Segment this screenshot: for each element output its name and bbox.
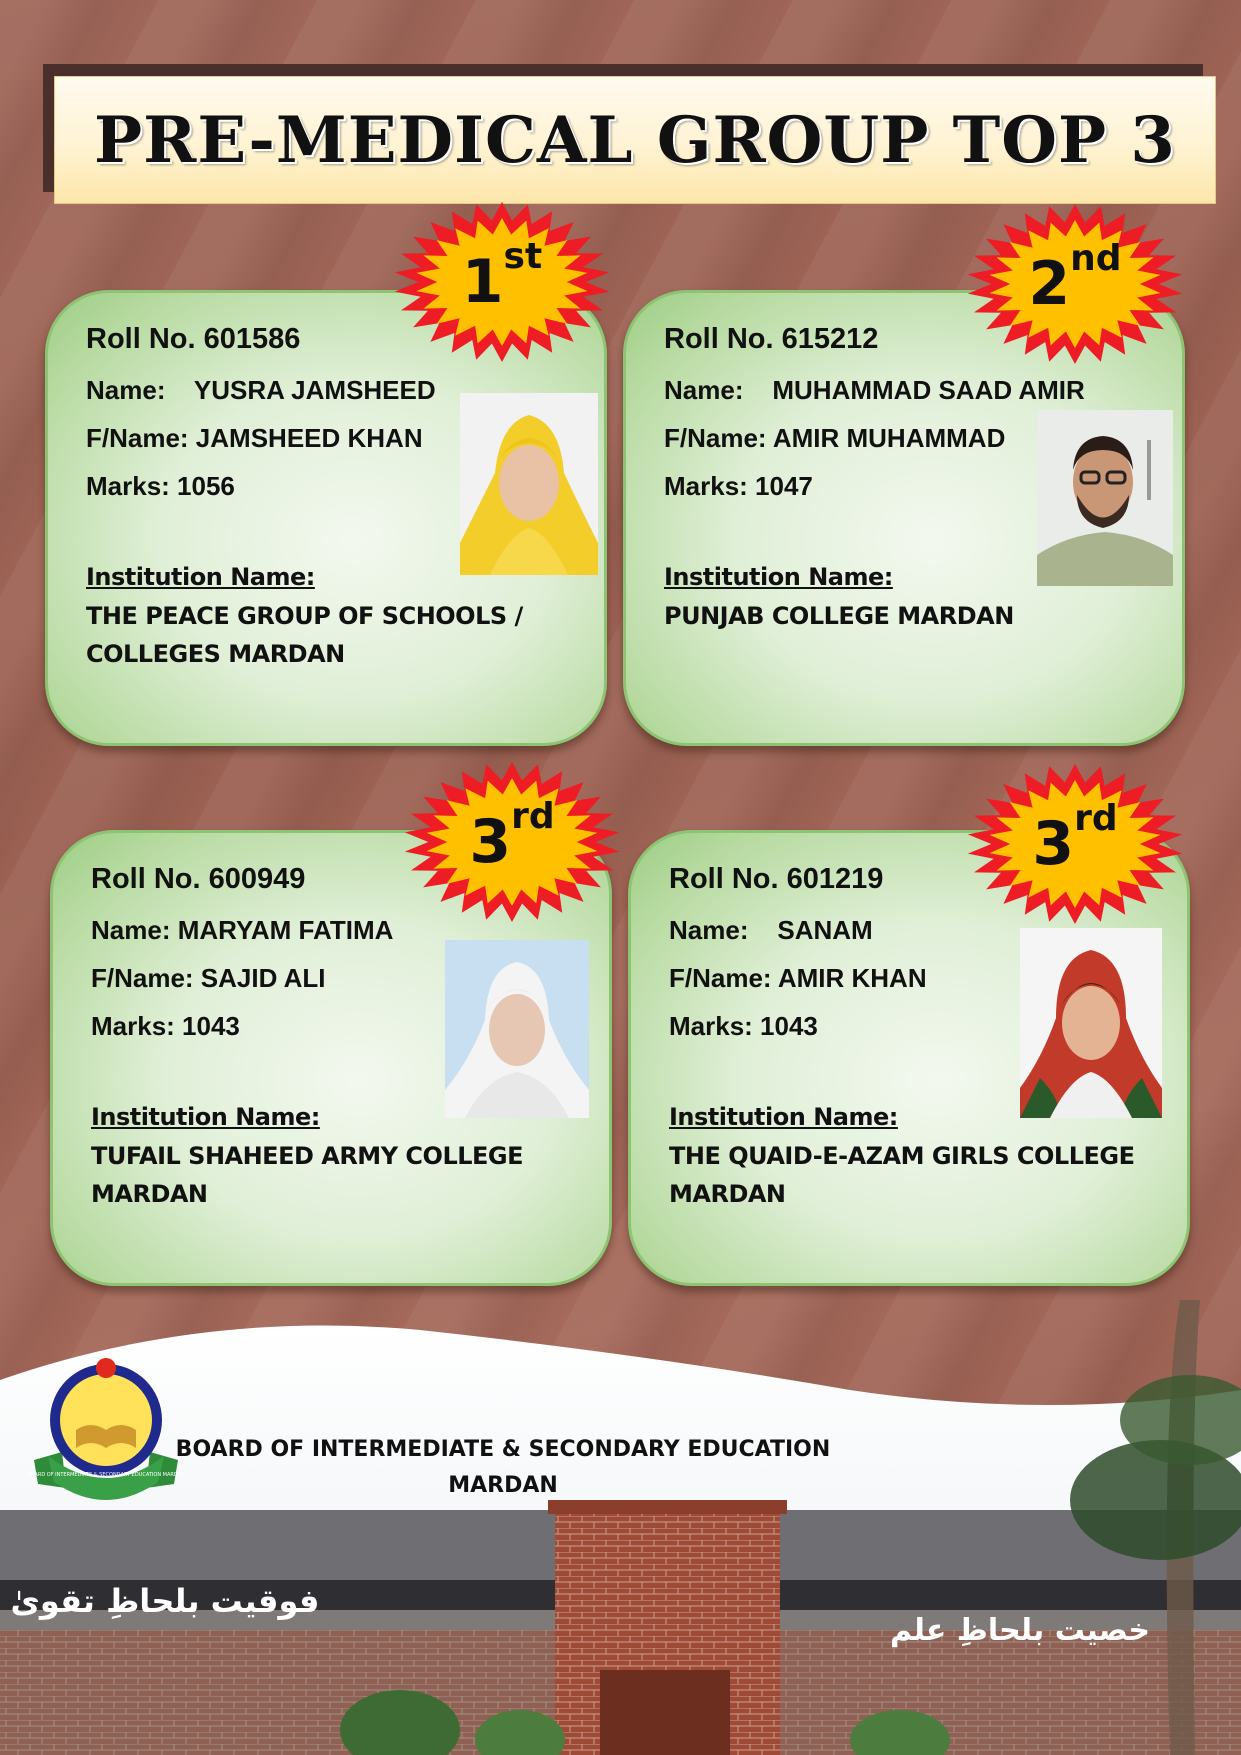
father-name: F/Name: JAMSHEED KHAN bbox=[86, 423, 423, 453]
roll-number: Roll No. 600949 bbox=[91, 863, 306, 895]
student-name: Name: MARYAM FATIMA bbox=[91, 915, 394, 945]
rank-number: 1 bbox=[461, 247, 504, 317]
father-name: F/Name: SAJID ALI bbox=[91, 963, 326, 993]
title-banner bbox=[54, 76, 1216, 204]
organization-name bbox=[170, 1432, 836, 1504]
father-name: F/Name: AMIR KHAN bbox=[669, 963, 927, 993]
student-photo bbox=[460, 393, 598, 575]
student-photo bbox=[445, 940, 589, 1118]
institution-name: PUNJAB COLLEGE MARDAN bbox=[664, 602, 1014, 630]
rank-suffix: rd bbox=[511, 795, 555, 837]
institution-name: THE QUAID-E-AZAM GIRLS COLLEGE MARDAN bbox=[669, 1142, 1135, 1208]
org-line-2: MARDAN bbox=[448, 1473, 558, 1498]
logo-text: BOARD OF INTERMEDIATE & SECONDARY EDUCATION MARDAN bbox=[27, 1472, 185, 1478]
rank-suffix: rd bbox=[1074, 797, 1118, 839]
marks: Marks: 1043 bbox=[91, 1011, 240, 1041]
rank-suffix: st bbox=[503, 235, 543, 277]
building-sign-right: خصیت بلحاظِ علم bbox=[890, 1613, 1150, 1648]
marks: Marks: 1043 bbox=[669, 1011, 818, 1041]
student-photo bbox=[1020, 928, 1162, 1118]
rank-number: 2 bbox=[1028, 249, 1071, 319]
footer-building-scene bbox=[0, 1300, 1241, 1755]
org-line-1: BOARD OF INTERMEDIATE & SECONDARY EDUCATION bbox=[175, 1437, 831, 1462]
rank-suffix: nd bbox=[1070, 237, 1122, 279]
institution-heading: Institution Name: bbox=[86, 563, 315, 591]
marks: Marks: 1047 bbox=[664, 471, 813, 501]
institution-name: TUFAIL SHAHEED ARMY COLLEGE MARDAN bbox=[91, 1142, 524, 1208]
roll-number: Roll No. 601586 bbox=[86, 323, 301, 355]
roll-number: Roll No. 601219 bbox=[669, 863, 884, 895]
rank-number: 3 bbox=[469, 807, 512, 877]
rank-number: 3 bbox=[1032, 809, 1075, 879]
rank-badge-3b bbox=[960, 762, 1190, 926]
institution-heading: Institution Name: bbox=[664, 563, 893, 591]
student-name: Name: YUSRA JAMSHEED bbox=[86, 375, 436, 405]
rank-badge-3a bbox=[397, 760, 627, 924]
marks: Marks: 1056 bbox=[86, 471, 235, 501]
student-name: Name: SANAM bbox=[669, 915, 873, 945]
rank-badge-2 bbox=[960, 202, 1190, 366]
institution-heading: Institution Name: bbox=[669, 1103, 898, 1131]
institution-name: THE PEACE GROUP OF SCHOOLS / COLLEGES MARDAN bbox=[86, 602, 523, 668]
father-name: F/Name: AMIR MUHAMMAD bbox=[664, 423, 1006, 453]
page-title: PRE-MEDICAL GROUP TOP 3 bbox=[94, 102, 1176, 178]
institution-heading: Institution Name: bbox=[91, 1103, 320, 1131]
rank-badge-1 bbox=[387, 200, 617, 364]
building-sign-left: فوقیت بلحاظِ تقویٰ bbox=[10, 1582, 320, 1620]
student-name: Name: MUHAMMAD SAAD AMIR bbox=[664, 375, 1085, 405]
roll-number: Roll No. 615212 bbox=[664, 323, 879, 355]
student-photo bbox=[1037, 410, 1173, 586]
